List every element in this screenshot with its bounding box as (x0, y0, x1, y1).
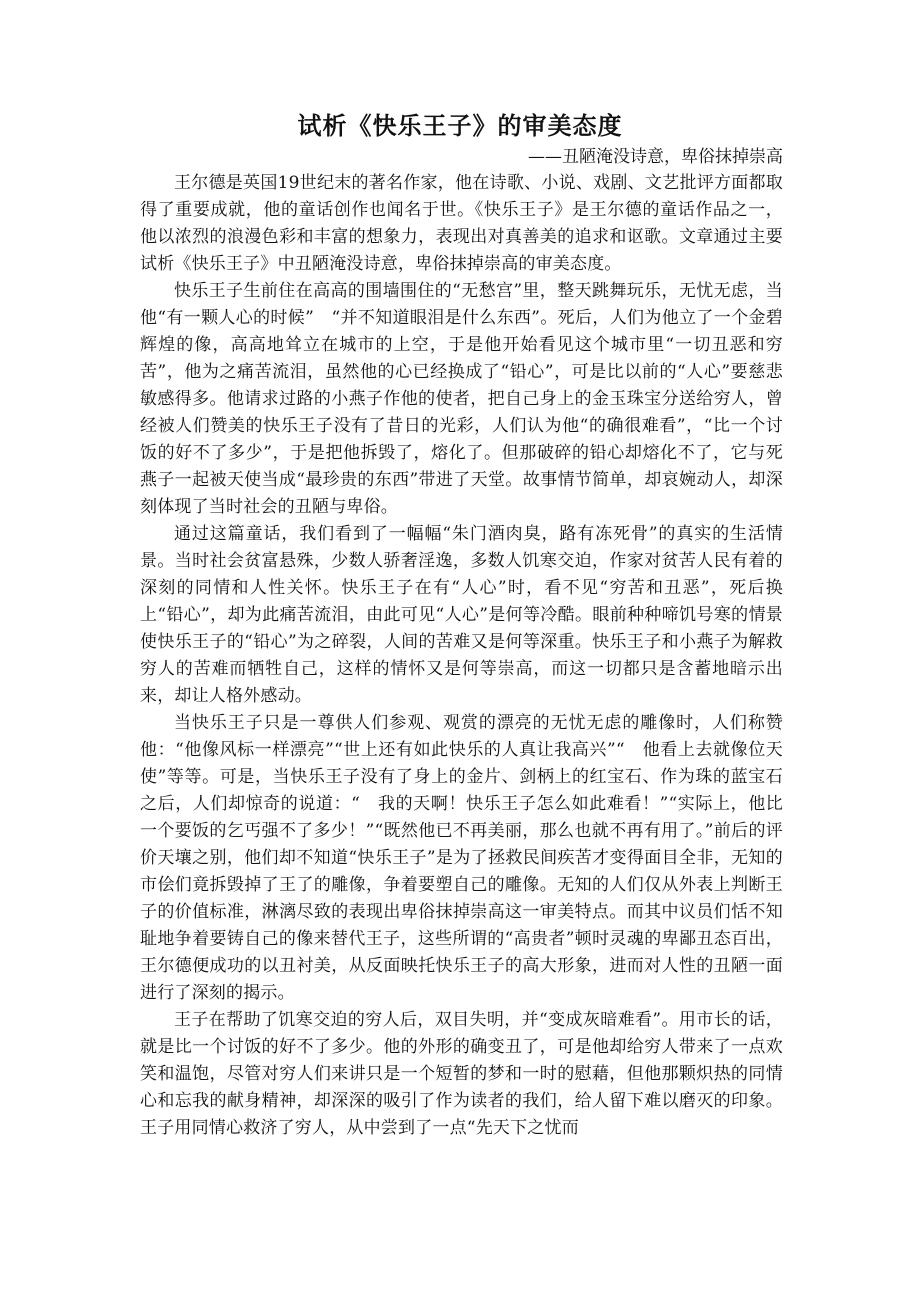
paragraph-3: 通过这篇童话，我们看到了一幅幅“朱门酒肉臭，路有冻死骨”的真实的生活情景。当时社会贫富悬殊，少数人骄奢淫逸，多数人饥寒交迫，作家对贫苦人民有着的深刻的同情和人性关怀。快乐王子在有“人心”时，看不见“穷苦和丑恶”，死后换上“铅心”，却为此痛苦流泪，由此可见“人心”是何等冷酷。眼前种种啼饥号寒的情景使快乐王子的“铅心”为之碎裂，人间的苦难又是何等深重。快乐王子和小燕子为解救穷人的苦难而牺牲自己，这样的情怀又是何等崇高，而这一切都只是含蓄地暗示出来，却让人格外感动。 (140, 524, 783, 706)
paragraph-2: 快乐王子生前住在高高的围墙围住的“无愁宫”里，整天跳舞玩乐，无忧无虑，当他“有一颗人心的时候” “并不知道眼泪是什么东西”。死后，人们为他立了一个金碧辉煌的像，高高地耸立在城市的上空，于是他开始看见这个城市里“一切丑恶和穷苦”，他为之痛苦流泪，虽然他的心已经换成了“铅心”，可是比以前的“人心”要慈悲敏感得多。他请求过路的小燕子作他的使者，把自己身上的金玉珠宝分送给穷人，曾经被人们赞美的快乐王子没有了昔日的光彩，人们认为他“的确很难看”，“比一个讨饭的好不了多少”，于是把他拆毁了，熔化了。但那破碎的铅心却熔化不了，它与死燕子一起被天使当成“最珍贵的东西”带进了天堂。故事情节简单，却哀婉动人，却深刻体现了当时社会的丑陋与卑俗。 (140, 281, 783, 517)
document-subtitle: ——丑陋淹没诗意，卑俗抹掉崇高 (528, 147, 783, 167)
document-title: 试析《快乐王子》的审美态度 (297, 111, 623, 140)
paragraph-1: 王尔德是英国19世纪末的著名作家，他在诗歌、小说、戏剧、文艺批评方面都取得了重要成就，他的童话创作也闻名于世。《快乐王子》是王尔德的童话作品之一，他以浓烈的浪漫色彩和丰富的想象力，表现出对真善美的追求和讴歌。文章通过主要试析《快乐王子》中丑陋淹没诗意，卑俗抹掉崇高的审美态度。 (140, 173, 783, 274)
paragraph-4: 当快乐王子只是一尊供人们参观、观赏的漂亮的无忧无虑的雕像时，人们称赞他：“他像风标一样漂亮”“世上还有如此快乐的人真让我高兴”“ 他看上去就像位天使”等等。可是，当快乐王子没有了身上的金片、剑柄上的红宝石、作为珠的蓝宝石之后，人们却惊奇的说道：“ 我的天啊！快乐王子怎么如此难看！”“实际上，他比一个要饭的乞丐强不了多少！”“既然他已不再美丽，那么也就不再有用了。”前后的评价天壤之别，他们却不知道“快乐王子”是为了拯救民间疾苦才变得面目全非，无知的市侩们竟拆毁掉了王了的雕像，争着要塑自己的雕像。无知的人们仅从外表上判断王子的价值标准，淋漓尽致的表现出卑俗抹掉崇高这一审美特点。而其中议员们恬不知耻地争着要铸自己的像来替代王子，这些所谓的“高贵者”顿时灵魂的卑鄙丑态百出，王尔德便成功的以丑衬美，从反面映托快乐王子的高大形象，进而对人性的丑陋一面进行了深刻的揭示。 (140, 713, 783, 1003)
document-body (140, 170, 783, 1142)
paragraph-5: 王子在帮助了饥寒交迫的穷人后，双目失明，并“变成灰暗难看”。用市长的话，就是比一个讨饭的好不了多少。他的外形的确变丑了，可是他却给穷人带来了一点欢笑和温饱，尽管对穷人们来讲只是一个短暂的梦和一时的慰藉，但他那颗炽热的同情心和忘我的献身精神，却深深的吸引了作为读者的我们，给人留下难以磨灭的印象。王子用同情心救济了穷人，从中尝到了一点“先天下之忧而 (140, 1010, 783, 1138)
